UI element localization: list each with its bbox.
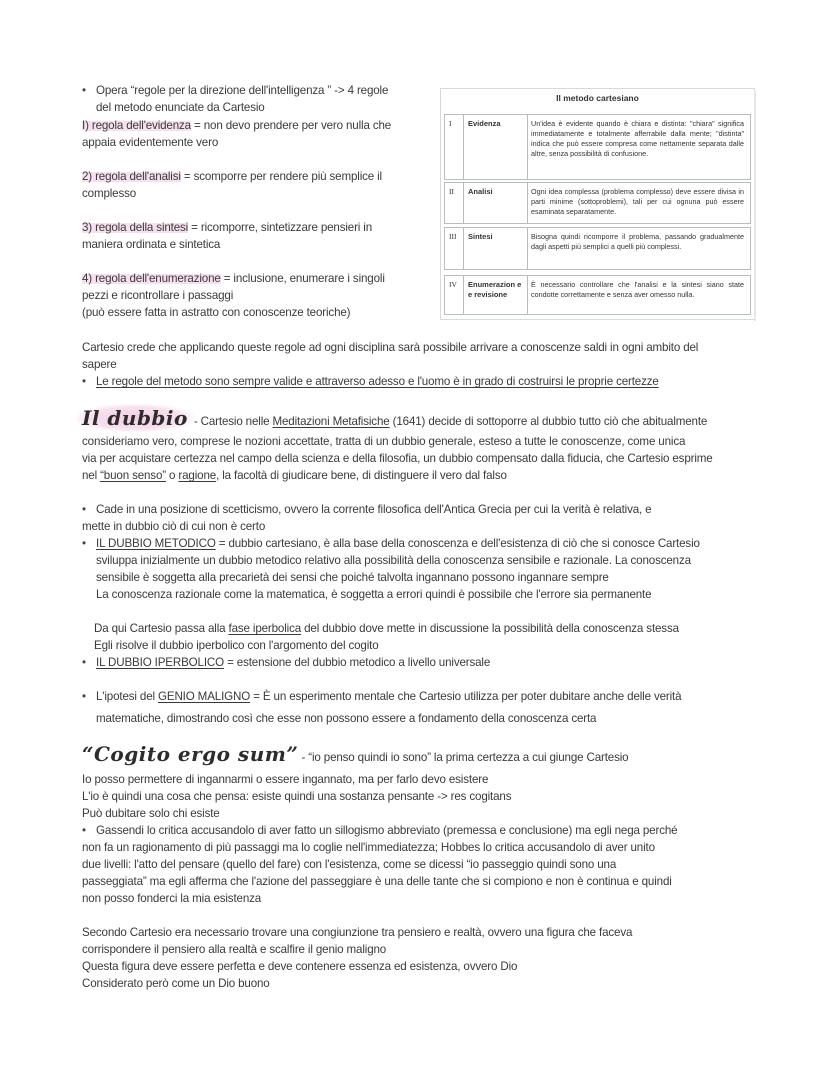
ragione-term: ragione — [178, 469, 217, 482]
genio-line-2: matematiche, dimostrando così che esse non possono essere a fondamento della conoscenza certa — [96, 712, 597, 725]
row-name: Sintesi — [468, 232, 493, 241]
dubbio-heading-row: Il dubbio - Cartesio nelle Meditazioni Metafisiche (1641) decide di sottoporre al dubbio tutto ciò che abitualmente — [76, 406, 707, 430]
metodico-label: IL DUBBIO METODICO — [96, 537, 216, 550]
rule-1-cont: appaia evidentemente vero — [82, 136, 219, 149]
metodico-line-2: sviluppa inizialmente un dubbio metodico relativo alla possibilità della conoscenza sensibile e razionale. La conoscenza — [96, 554, 691, 567]
dio-line-3: Questa figura deve essere perfetta e deve contenere essenza ed esistenza, ovvero Dio — [82, 960, 518, 973]
gassendi-line-4: passeggiata” ma egli afferma che l'azione del passeggiare è una delle tante che si compiono e non è continua e quindi — [82, 875, 672, 888]
intro-line-1: • Opera “regole per la direzione dell'intelligenza ” -> 4 regole — [96, 82, 388, 99]
dio-line-2: corrispondere il pensiero alla realtà e scalfire il genio maligno — [82, 943, 387, 956]
table-row — [444, 114, 751, 180]
iperbolica-line-1: Da qui Cartesio passa alla fase iperbolica del dubbio dove mette in discussione la possibilità della conoscenza stessa — [94, 622, 679, 635]
gassendi-line-5: non posso fonderci la mia esistenza — [82, 892, 262, 905]
dubbio-title: Il dubbio — [76, 404, 194, 432]
row-name: Enumerazion e e revisione — [468, 280, 522, 299]
row-number: II — [449, 187, 454, 196]
row-number: I — [449, 119, 452, 128]
cogito-title: “Cogito ergo sum” — [82, 742, 299, 766]
cogito-line-4: Può dubitare solo chi esiste — [82, 807, 220, 820]
intro-line-2: del metodo enunciate da Cartesio — [96, 101, 265, 114]
gassendi-line-3: due livelli: l'atto del pensare (quello del fare) con l'esistenza, come se dicessi “io passeggio quindi sono una — [82, 858, 617, 871]
rule-3: 3) regola della sintesi = ricomporre, sintetizzare pensieri in — [82, 221, 373, 234]
row-description: È necessario controllare che l'analisi e la sintesi siano state condotte correttamente e senza aver omesso nulla. — [531, 280, 744, 299]
rule-2-cont: complesso — [82, 187, 137, 200]
genio-maligno-term: GENIO MALIGNO — [158, 690, 251, 703]
rule-4-cont: pezzi e ricontrollare i passaggi — [82, 289, 234, 302]
rule-4: 4) regola dell'enumerazione = inclusione, enumerare i singoli — [82, 272, 385, 285]
rule-1: I) regola dell'evidenza = non devo prendere per vero nulla che — [82, 119, 392, 132]
genio-bullet: • L'ipotesi del GENIO MALIGNO = È un esperimento mentale che Cartesio utilizza per poter dubitare anche delle verità — [96, 688, 681, 705]
row-description: Un'idea è evidente quando è chiara e distinta: "chiara" significa immediatamente e totalmente afferrabile dalla mente; "distinta" indica che può essere compresa come nettamente separata dalle altre, senza possibilità di confusione. — [531, 119, 744, 158]
iperbolico-label: IL DUBBIO IPERBOLICO — [96, 656, 225, 669]
cogito-line-2: Io posso permettere di ingannarmi o essere ingannato, ma per farlo devo esistere — [82, 773, 489, 786]
buon-senso-term: “buon senso” — [100, 469, 166, 482]
iperbolica-line-2: Egli risolve il dubbio iperbolico con l'argomento del cogito — [94, 639, 379, 652]
cogito-heading-row: “Cogito ergo sum” - “io penso quindi io sono” la prima certezza a cui giunge Cartesio — [82, 742, 629, 766]
metodico-line-3: sensibile è soggetta alla precarietà dei sensi che poiché talvolta ingannano possono ingannare sempre — [96, 571, 609, 584]
dubbio-line-4: nel “buon senso” o ragione, la facoltà di giudicare bene, di distinguere il vero dal falso — [82, 469, 507, 482]
dubbio-line-2: consideriamo vero, comprese le nozioni accettate, tratta di un dubbio generale, esteso a tutte le conoscenze, come unica — [82, 435, 686, 448]
gassendi-line-2: non fa un ragionamento di più passaggi ma lo coglie nell'immediatezza; Hobbes lo critica accusandolo di aver unito — [82, 841, 655, 854]
dio-line-4: Considerato però come un Dio buono — [82, 977, 270, 990]
rule-4-note: (può essere fatta in astratto con conoscenze teoriche) — [82, 306, 351, 319]
gassendi-bullet: • Gassendi lo critica accusandolo di aver fatto un sillogismo abbreviato (premessa e conclusione) ma egli nega perché — [96, 822, 677, 839]
iperbolico-bullet: • IL DUBBIO IPERBOLICO = estensione del dubbio metodico a livello universale — [96, 654, 490, 671]
row-number: IV — [449, 280, 457, 289]
dubbio-line-3: via per acquistare certezza nel campo della scienza e della filosofia, un dubbio compensato dalla fiducia, che Cartesio esprime — [82, 452, 713, 465]
metodico-bullet: • IL DUBBIO METODICO = dubbio cartesiano, è alla base della conoscenza e dell'esistenza di ciò che si conosce Cartesio — [96, 535, 700, 552]
row-name: Analisi — [468, 187, 493, 196]
dio-line-1: Secondo Cartesio era necessario trovare una congiunzione tra pensiero e realtà, ovvero una figura che faceva — [82, 926, 633, 939]
rule-1-label: I) regola dell'evidenza — [82, 119, 191, 132]
table-row — [444, 227, 751, 270]
fase-iperbolica-term: fase iperbolica — [228, 622, 302, 635]
row-number: III — [449, 232, 457, 241]
row-description: Ogni idea complessa (problema complesso) deve essere divisa in parti minime (sottoproblemi), tali per cui ognuna può essere esaminata separatamente. — [531, 187, 744, 216]
meditazioni-link: Meditazioni Metafisiche — [272, 415, 390, 428]
table-row — [444, 275, 751, 315]
rule-2: 2) regola dell'analisi = scomporre per rendere più semplice il — [82, 170, 382, 183]
rule-2-label: 2) regola dell'analisi — [82, 170, 181, 183]
scetticismo-bullet: • Cade in una posizione di scetticismo, ovvero la corrente filosofica dell'Antica Grecia per cui la verità è relativa, e — [96, 501, 651, 518]
rule-3-cont: maniera ordinata e sintetica — [82, 238, 221, 251]
method-table — [440, 88, 755, 320]
cartesio-bullet: • Le regole del metodo sono sempre valide e attraverso adesso e l'uomo è in grado di costruirsi le proprie certezze — [96, 373, 659, 390]
metodico-line-4: La conoscenza razionale come la matematica, è soggetta a errori quindi è possibile che l'errore sia permanente — [96, 588, 652, 601]
row-description: Bisogna quindi ricomporre il problema, passando gradualmente dagli aspetti più semplici a quelli più complessi. — [531, 232, 744, 251]
cartesio-line-1: Cartesio crede che applicando queste regole ad ogni disciplina sarà possibile arrivare a conoscenze saldi in ogni ambito del — [82, 341, 699, 354]
scetticismo-cont: mette in dubbio ciò di cui non è certo — [82, 520, 266, 533]
table-row — [444, 182, 751, 224]
table-title: Il metodo cartesiano — [556, 93, 639, 103]
rule-3-label: 3) regola della sintesi — [82, 221, 189, 234]
cartesio-line-2: sapere — [82, 358, 117, 371]
row-name: Evidenza — [468, 119, 501, 128]
rule-4-label: 4) regola dell'enumerazione — [82, 272, 221, 285]
cogito-line-3: L'io è quindi una cosa che pensa: esiste quindi una sostanza pensante -> res cogitans — [82, 790, 512, 803]
